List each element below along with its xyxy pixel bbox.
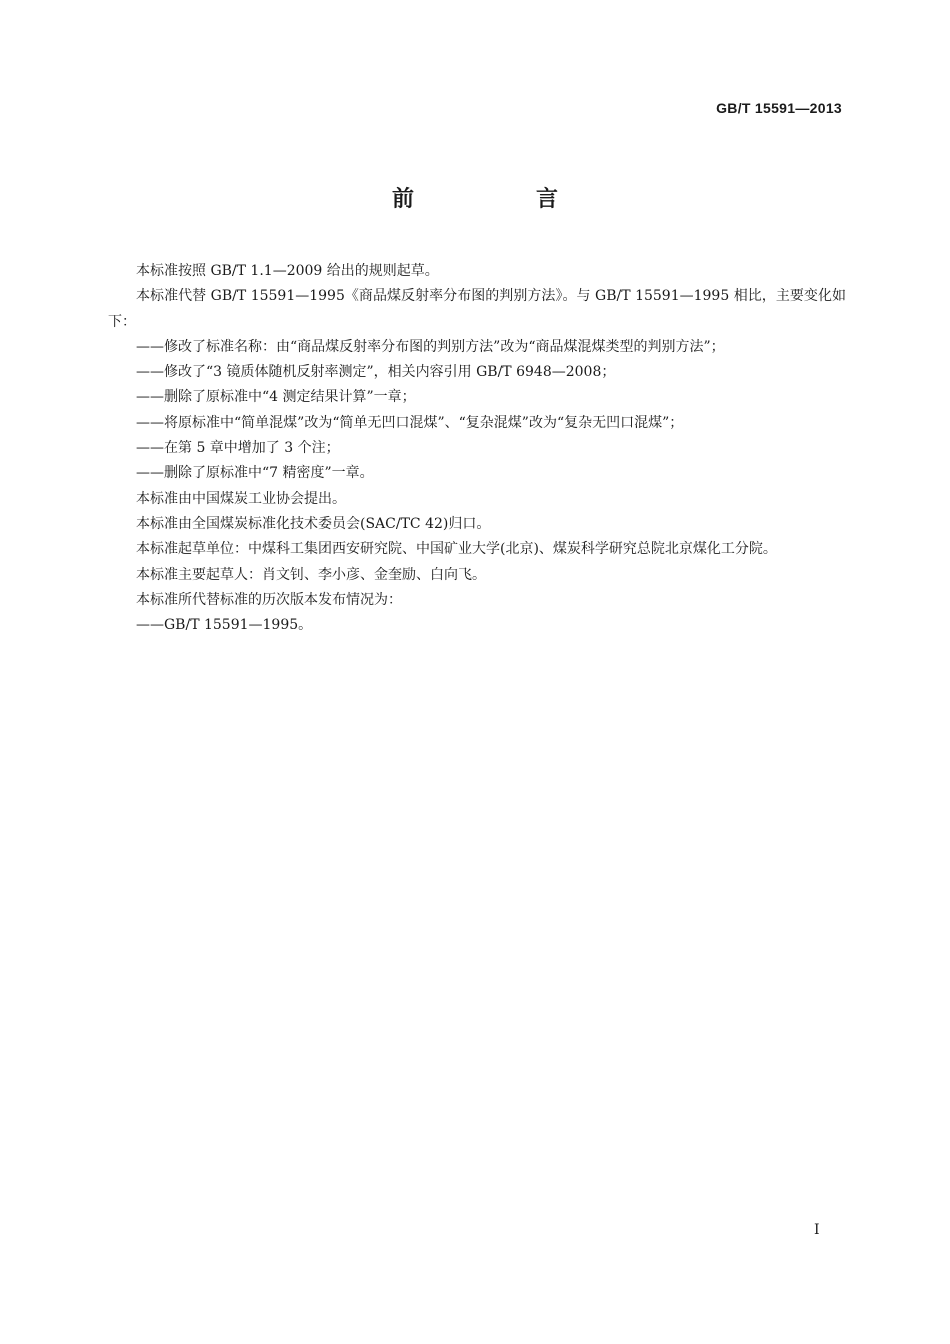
change-item-reflectance: ——修改了“3 镜质体随机反射率测定”，相关内容引用 GB/T 6948—2008； [136, 364, 616, 381]
paragraph-drafting-rules: 本标准按照 GB/T 1.1—2009 给出的规则起草。 [136, 263, 439, 279]
paragraph-history-intro: 本标准所代替标准的历次版本发布情况为： [136, 591, 402, 608]
change-item-name: ——修改了标准名称：由“商品煤反射率分布图的判别方法”改为“商品煤混煤类型的判别方法”； [136, 338, 725, 355]
change-item-calculation: ——删除了原标准中“4 测定结果计算”一章； [136, 389, 416, 406]
page-number: I [814, 1222, 820, 1238]
paragraph-replacement: 本标准代替 GB/T 15591—1995《商品煤反射率分布图的判别方法》。与 GB/T 15591—1995 相比，主要变化如下： [108, 288, 846, 330]
foreword-body [108, 259, 846, 638]
change-item-notes: ——在第 5 章中增加了 3 个注； [136, 440, 340, 457]
page-title: 前 言 [391, 187, 608, 212]
paragraph-drafting-units: 本标准起草单位：中煤科工集团西安研究院、中国矿业大学(北京)、煤炭科学研究总院北京煤化工分院。 [136, 541, 777, 558]
history-item: ——GB/T 15591—1995。 [136, 617, 313, 634]
standard-code: GB/T 15591—2013 [716, 100, 842, 116]
change-item-blend-types: ——将原标准中“简单混煤”改为“简单无凹口混煤”、“复杂混煤”改为“复杂无凹口混煤”； [136, 414, 684, 431]
change-item-precision: ——删除了原标准中“7 精密度”一章。 [136, 465, 374, 482]
paragraph-drafters: 本标准主要起草人：肖文钊、李小彦、金奎励、白向飞。 [136, 566, 486, 583]
paragraph-committee: 本标准由全国煤炭标准化技术委员会(SAC/TC 42)归口。 [136, 515, 491, 532]
paragraph-proposer: 本标准由中国煤炭工业协会提出。 [136, 490, 346, 507]
